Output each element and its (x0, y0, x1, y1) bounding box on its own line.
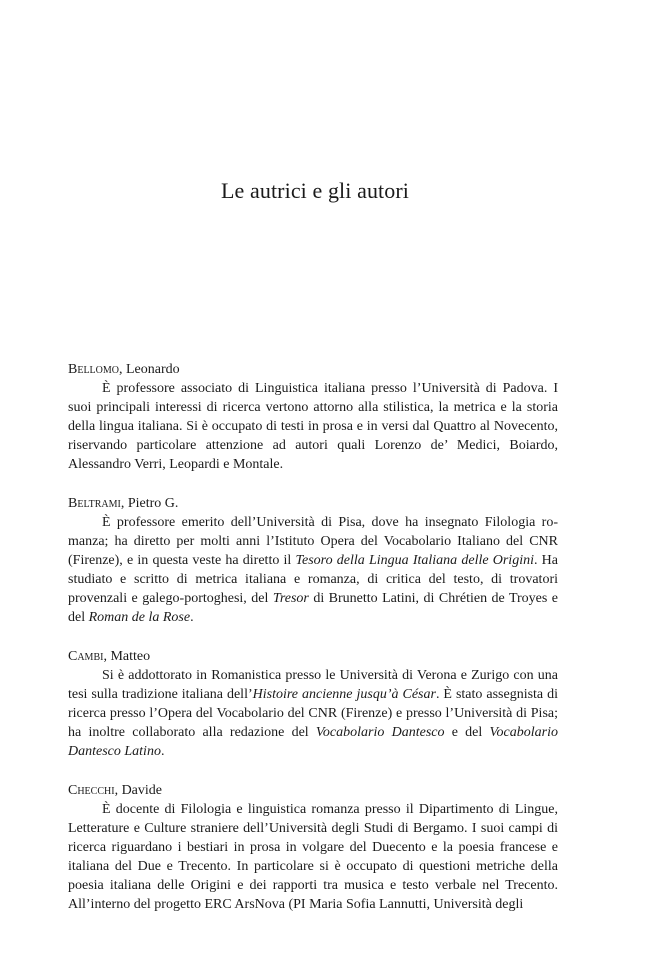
bio-text: È professore emerito dell’Università di Pisa, dove ha insegnato Filologia romanza; ha diretto per molti anni l’Istituto Opera del Vocabolario Italiano del CNR (Firenze), e in questa veste ha diretto il (68, 515, 558, 568)
author-bio (68, 513, 558, 627)
author-entries (68, 360, 558, 934)
author-bio (68, 800, 558, 914)
bio-text: Si è addottorato in Romanistica presso le Università di Verona e Zurigo con una tesi sulla tradizione italiana dell’ (68, 668, 558, 702)
bio-work-title: Histoire ancienne jusqu’à César (252, 687, 436, 702)
author-surname: Beltrami (68, 496, 121, 511)
bio-text: È docente di Filologia e linguistica romanza presso il Dipartimento di Lingue, Letterature e Culture straniere dell’Università degli Studi di Bergamo. I suoi campi di ricerca riguardano i bestiari in prosa in volgare del Duecento e la poesia francese e italiana del Due e Trecento. In particolare si è occupato di questioni metriche della poesia italiana delle Origini e dei rapporti tra musica e testo verbale nel Trecento. All’interno del progetto ERC ArsNova (PI Maria Sofia Lannutti, Università degli (68, 802, 558, 912)
author-surname: Checchi (68, 783, 115, 798)
bio-text: e del (444, 725, 490, 740)
bio-text: È professore associato di Linguistica italiana presso l’Università di Padova. I suoi principali interessi di ricerca vertono attorno alla stilistica, la metrica e la storia della lingua italiana. Si è occupato di testi in prosa e in versi dal Quattro al Novecento, riservando particolare attenzione ad autori quali Lorenzo de’ Medici, Boiardo, Alessandro Verri, Leopardi e Montale. (68, 381, 558, 472)
bio-text: . (160, 744, 165, 759)
author-entry (68, 647, 558, 761)
author-first-name: , Pietro G. (120, 496, 179, 511)
author-heading (68, 494, 558, 513)
author-bio (68, 379, 558, 474)
author-heading (68, 647, 558, 666)
author-entry (68, 781, 558, 914)
author-surname: Bellomo (68, 362, 119, 377)
bio-text: . È stato assegnista di ricerca presso l’Opera del Vocabolario del CNR (Firenze) e presso l’Università di Pisa; ha inoltre collaborato alla redazione del (68, 687, 559, 740)
author-first-name: , Davide (114, 783, 162, 798)
author-first-name: , Leonardo (119, 362, 180, 377)
author-bio (68, 666, 558, 761)
bio-work-title: Vocabolario Dantesco Latino (68, 725, 558, 759)
bio-work-title: Roman de la Rose (88, 610, 191, 625)
author-entry (68, 360, 558, 474)
author-heading (68, 360, 558, 379)
bio-text: . Ha studiato e scritto di metrica italiana e romanza, di critica del testo, di trovatori provenzali e galego-portoghesi, del (68, 553, 558, 606)
author-heading (68, 781, 558, 800)
bio-work-title: Tesoro della Lingua Italiana delle Origini (295, 553, 534, 568)
bio-work-title: Tresor (272, 591, 309, 606)
author-first-name: , Matteo (103, 649, 151, 664)
bio-work-title: Vocabolario Dantesco (315, 725, 445, 740)
author-entry (68, 494, 558, 627)
bio-text: . (190, 610, 194, 625)
author-surname: Cambi (68, 649, 104, 664)
chapter-title: Le autrici e gli autori (221, 178, 409, 203)
bio-text: di Brunetto Latini, di Chrétien de Troyes e del (68, 591, 558, 625)
